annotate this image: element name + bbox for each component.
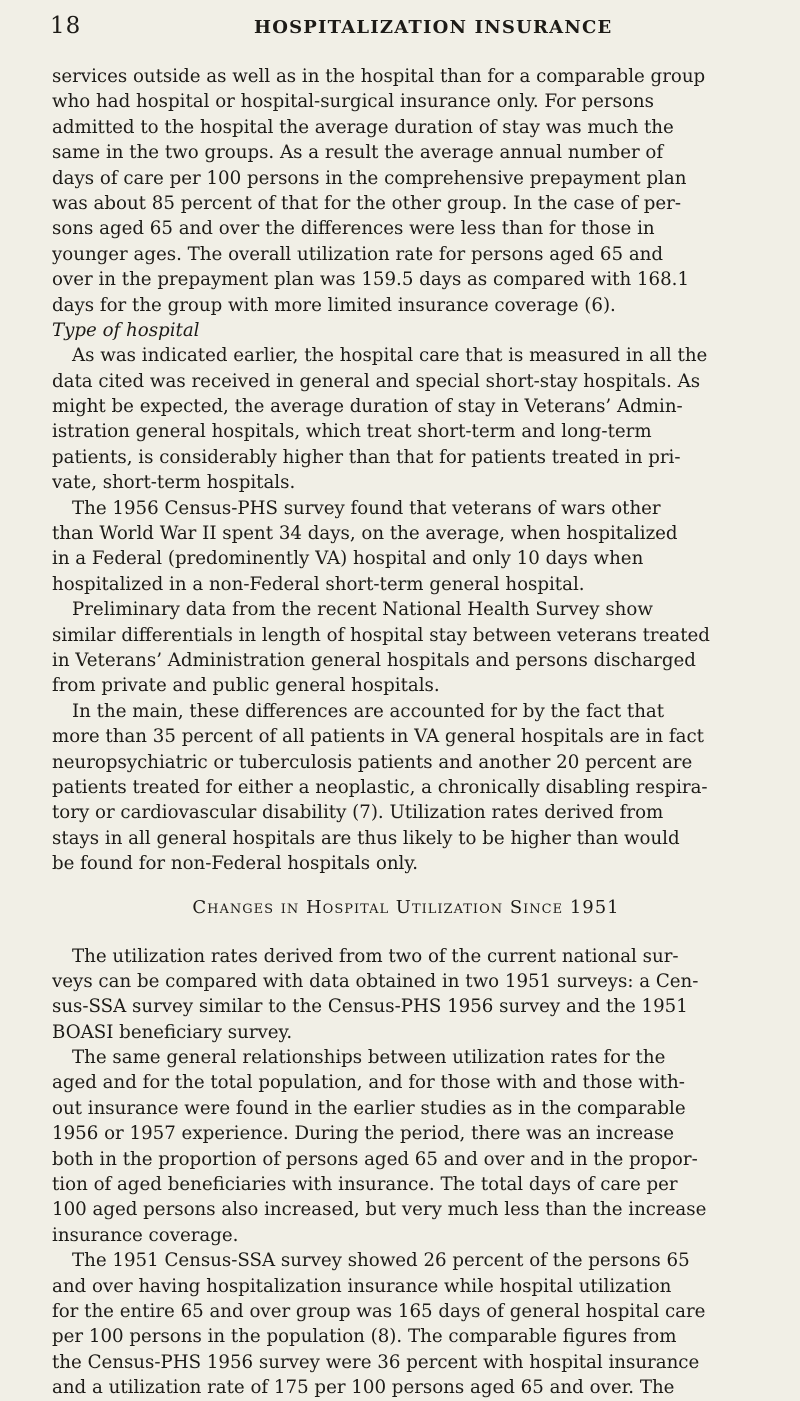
text-line: days of care per 100 persons in the comprehensive prepayment plan [52, 167, 687, 189]
text-line: As was indicated earlier, the hospital care that is measured in all the [72, 345, 708, 367]
text-line: tory or cardiovascular disability (7). Utilization rates derived from [52, 802, 664, 824]
paragraph [52, 496, 760, 598]
text-line: 1956 or 1957 experience. During the period, there was an increase [52, 1123, 675, 1145]
text-line: days for the group with more limited insurance coverage (6). [52, 294, 616, 316]
paragraph [52, 597, 760, 699]
text-line: patients treated for either a neoplastic, a chronically disabling respira- [52, 776, 708, 798]
text-line: younger ages. The overall utilization rate for persons aged 65 and [52, 243, 664, 265]
text-line: than World War II spent 34 days, on the average, when hospitalized [52, 523, 678, 545]
text-line: hospitalized in a non-Federal short-term general hospital. [52, 573, 585, 595]
text-line: was about 85 percent of that for the other group. In the case of per- [52, 192, 681, 214]
text-line: out insurance were found in the earlier studies as in the comparable [52, 1097, 686, 1119]
text-line: sus-SSA survey similar to the Census-PHS 1956 survey and the 1951 [52, 996, 688, 1018]
text-line: data cited was received in general and special short-stay hospitals. As [52, 370, 701, 392]
paragraph [52, 343, 760, 495]
text-line: In the main, these differences are accounted for by the fact that [72, 700, 665, 722]
text-line: per 100 persons in the population (8). The comparable figures from [52, 1326, 677, 1348]
text-line: sons aged 65 and over the differences were less than for those in [52, 218, 655, 240]
text-line: services outside as well as in the hospital than for a comparable group [52, 66, 706, 87]
text-line: istration general hospitals, which treat short-term and long-term [52, 421, 652, 443]
page-header [50, 13, 760, 43]
paragraph [52, 699, 760, 877]
text-line: similar differentials in length of hospital stay between veterans treated [52, 624, 710, 646]
text-line: who had hospital or hospital-surgical insurance only. For persons [52, 91, 654, 113]
text-line: The 1951 Census-SSA survey showed 26 percent of the persons 65 [72, 1250, 690, 1272]
text-line: admitted to the hospital the average duration of stay was much the [52, 116, 674, 138]
text-line: The same general relationships between utilization rates for the [72, 1047, 666, 1069]
text-line: for the entire 65 and over group was 165 days of general hospital care [52, 1300, 706, 1322]
text-line: patients, is considerably higher than that for patients treated in pri- [52, 446, 681, 468]
text-line: vate, short-term hospitals. [52, 472, 296, 494]
text-line: tion of aged beneficiaries with insurance. The total days of care per [52, 1174, 678, 1196]
text-line: and a utilization rate of 175 per 100 persons aged 65 and over. The [52, 1377, 675, 1399]
text-line: The utilization rates derived from two of the current national sur- [72, 945, 679, 967]
text-line: from private and public general hospitals. [52, 675, 440, 697]
text-line: and over having hospitalization insurance while hospital utilization [52, 1275, 672, 1297]
text-line: more than 35 percent of all patients in VA general hospitals are in fact [52, 726, 704, 748]
text-line: neuropsychiatric or tuberculosis patients and another 20 percent are [52, 751, 693, 773]
paragraph [52, 1045, 760, 1248]
text-line: same in the two groups. As a result the average annual number of [52, 142, 664, 164]
text-line: in a Federal (predominently VA) hospital and only 10 days when [52, 548, 644, 570]
text-line: over in the prepayment plan was 159.5 days as compared with 168.1 [52, 269, 690, 291]
section-heading: Changes in Hospital Utilization Since 1951 [192, 896, 620, 918]
text-line: aged and for the total population, and for those with and those with- [52, 1072, 685, 1094]
text-line: might be expected, the average duration of stay in Veterans’ Admin- [52, 396, 683, 418]
text-line: Preliminary data from the recent National Health Survey show [72, 599, 653, 621]
text-line: 100 aged persons also increased, but very much less than the increase [52, 1199, 707, 1221]
paragraph [52, 64, 760, 318]
text-line: BOASI beneficiary survey. [52, 1021, 293, 1043]
text-line: in Veterans’ Administration general hospitals and persons discharged [52, 649, 696, 671]
text-line: both in the proportion of persons aged 65 and over and in the propor- [52, 1148, 698, 1170]
text-line: be found for non-Federal hospitals only. [52, 853, 418, 875]
text-line: insurance coverage. [52, 1224, 239, 1246]
paragraph [52, 1248, 760, 1400]
page-number: 18 [50, 13, 82, 39]
paragraph [52, 944, 760, 1046]
text-line: stays in all general hospitals are thus likely to be higher than would [52, 827, 680, 849]
body-text [52, 64, 760, 1401]
text-line: the Census-PHS 1956 survey were 36 percent with hospital insurance [52, 1351, 700, 1373]
running-head: HOSPITALIZATION INSURANCE [254, 17, 613, 38]
text-line: veys can be compared with data obtained in two 1951 surveys: a Cen- [52, 970, 699, 992]
subheading: Type of hospital [52, 319, 200, 341]
text-line: The 1956 Census-PHS survey found that veterans of wars other [72, 497, 661, 519]
